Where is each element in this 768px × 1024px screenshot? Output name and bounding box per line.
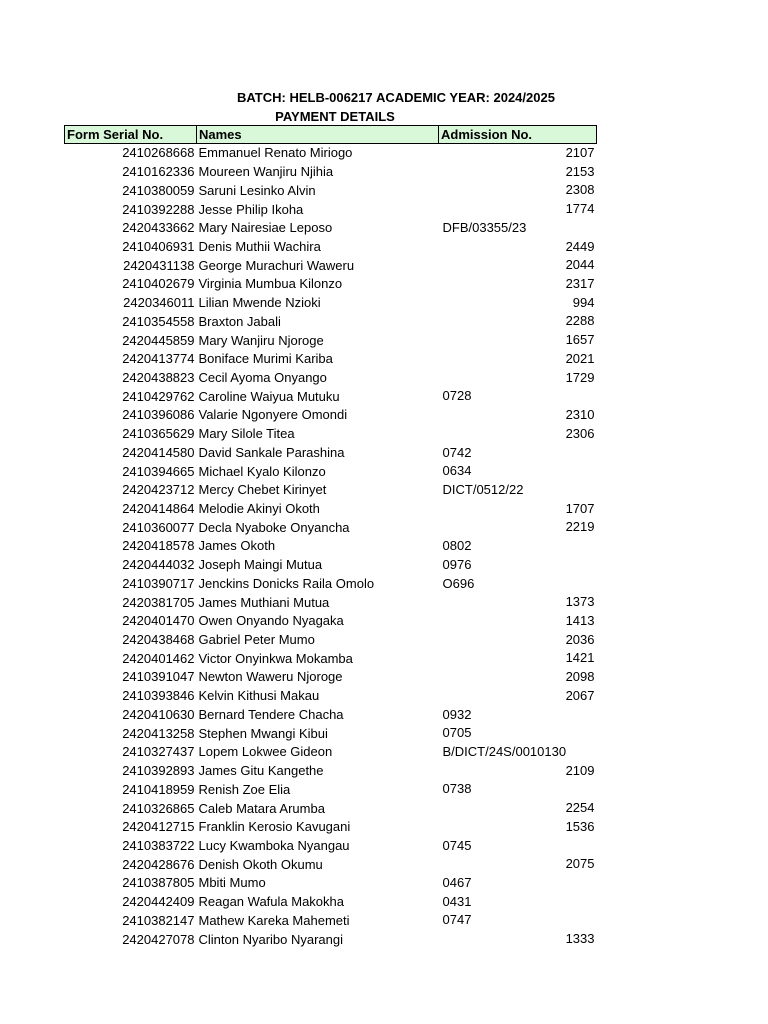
admission-cell <box>439 350 597 369</box>
admission-cell <box>439 668 597 687</box>
admission-value: 0431 <box>442 893 472 909</box>
admission-cell <box>439 687 597 706</box>
form-serial-cell: 2420445859 <box>122 332 195 348</box>
admission-value: 2107 <box>565 145 595 160</box>
name-cell: Mary Wanjiru Njoroge <box>198 332 324 348</box>
table-row <box>65 855 597 874</box>
name-cell: Jenckins Donicks Raila Omolo <box>198 575 375 591</box>
admission-value: 2317 <box>565 276 595 292</box>
name-cell: Stephen Mwangi Kibui <box>198 725 328 741</box>
form-serial-cell: 2410162336 <box>122 164 195 180</box>
admission-cell <box>439 780 597 799</box>
admission-cell <box>439 818 597 837</box>
name-cell: Mary Nairesiae Leposo <box>198 220 333 236</box>
admission-value: 0738 <box>442 781 472 797</box>
admission-cell <box>439 294 597 313</box>
form-serial-cell: 2420413774 <box>122 351 195 367</box>
admission-cell <box>439 500 597 519</box>
admission-value: 0467 <box>442 875 472 891</box>
form-serial-cell: 2410360077 <box>122 519 195 535</box>
admission-cell <box>439 406 597 425</box>
name-cell: Mathew Kareka Mahemeti <box>198 912 350 928</box>
admission-cell <box>439 930 597 949</box>
form-serial-cell: 2420410630 <box>122 706 195 722</box>
table-row <box>65 687 597 706</box>
admission-value: 1707 <box>565 500 595 516</box>
table-row <box>65 462 597 481</box>
name-cell: Lucy Kwamboka Nyangau <box>198 837 350 853</box>
form-serial-cell: 2410390717 <box>122 575 195 591</box>
admission-cell <box>439 163 597 182</box>
admission-cell <box>439 518 597 537</box>
admission-cell <box>439 238 597 257</box>
form-serial-cell: 2410354558 <box>122 313 195 329</box>
table-row <box>65 387 597 406</box>
table-row <box>65 350 597 369</box>
admission-cell <box>439 425 597 444</box>
table-row <box>65 837 597 856</box>
name-cell: Denis Muthii Wachira <box>198 238 321 254</box>
table-body <box>65 144 597 949</box>
admission-value: 0705 <box>442 725 472 741</box>
admission-value: 2254 <box>565 800 595 816</box>
name-cell: Boniface Murimi Kariba <box>198 351 333 367</box>
admission-cell <box>439 893 597 912</box>
table-row <box>65 312 597 331</box>
form-serial-cell: 2420413258 <box>122 725 195 741</box>
name-cell: Moureen Wanjiru Njihia <box>198 164 334 180</box>
admission-cell <box>439 387 597 406</box>
table-row <box>65 481 597 500</box>
form-serial-cell: 2420427078 <box>122 931 195 947</box>
table-row <box>65 444 597 463</box>
admission-cell <box>439 444 597 463</box>
form-serial-cell: 2420433662 <box>122 220 195 236</box>
form-serial-cell: 2420418578 <box>122 538 195 554</box>
admission-value: 0932 <box>442 706 472 722</box>
admission-value: 2075 <box>565 856 595 872</box>
table-row <box>65 369 597 388</box>
form-serial-cell: 2410392288 <box>122 201 195 217</box>
admission-value: 2306 <box>565 425 595 441</box>
name-cell: Kelvin Kithusi Makau <box>198 688 320 704</box>
admission-value: B/DICT/24S/0010130 <box>442 744 567 759</box>
form-serial-cell: 2420428676 <box>122 856 195 872</box>
table-row <box>65 406 597 425</box>
admission-cell <box>439 275 597 294</box>
name-cell: Cecil Ayoma Onyango <box>198 369 327 385</box>
form-serial-cell: 2420401462 <box>122 650 195 666</box>
form-serial-cell: 2410391047 <box>122 669 195 685</box>
form-serial-cell: 2410406931 <box>122 238 195 254</box>
batch-label: BATCH: HELB-006217 <box>237 90 373 105</box>
admission-cell <box>439 181 597 200</box>
form-serial-cell: 2410396086 <box>122 407 195 423</box>
name-cell: Caleb Matara Arumba <box>198 800 325 816</box>
name-cell: Caroline Waiyua Mutuku <box>198 388 340 404</box>
name-cell: Virginia Mumbua Kilonzo <box>198 276 343 292</box>
form-serial-cell: 2410383722 <box>122 837 195 853</box>
table-row <box>65 743 597 762</box>
admission-value: 2067 <box>565 687 595 703</box>
admission-cell <box>439 575 597 594</box>
table-row <box>65 425 597 444</box>
admission-value: 0634 <box>442 463 472 479</box>
table-row <box>65 874 597 893</box>
name-cell: Valarie Ngonyere Omondi <box>198 407 348 423</box>
admission-value: 2449 <box>565 238 595 254</box>
admission-value: 0728 <box>442 388 472 404</box>
table-row <box>65 256 597 275</box>
table-row <box>65 668 597 687</box>
admission-cell <box>439 556 597 575</box>
name-cell: Mary Silole Titea <box>198 426 295 442</box>
admission-value: O696 <box>442 575 475 591</box>
name-cell: James Muthiani Mutua <box>198 594 330 610</box>
form-serial-cell: 2410394665 <box>122 463 195 479</box>
table-row <box>65 163 597 182</box>
admission-cell <box>439 537 597 556</box>
form-serial-cell: 2420412715 <box>122 819 195 835</box>
form-serial-cell: 2410393846 <box>122 688 195 704</box>
table-row <box>65 612 597 631</box>
table-header <box>65 126 597 144</box>
name-cell: George Murachuri Waweru <box>198 257 355 273</box>
admission-value: 0747 <box>442 912 472 928</box>
table-row <box>65 575 597 594</box>
admission-value: 2036 <box>565 631 595 647</box>
form-serial-cell: 2410429762 <box>122 388 195 404</box>
table-row <box>65 200 597 219</box>
name-cell: Jesse Philip Ikoha <box>198 201 304 217</box>
form-serial-cell: 2420438468 <box>122 632 195 648</box>
admission-value: 0802 <box>442 538 472 554</box>
admission-value: 1657 <box>565 332 595 348</box>
name-cell: Lopem Lokwee Gideon <box>198 744 333 760</box>
table-row <box>65 930 597 949</box>
form-serial-cell: 2420423712 <box>122 482 195 498</box>
name-cell: James Gitu Kangethe <box>198 763 324 779</box>
form-serial-cell: 2420346011 <box>123 295 195 311</box>
admission-value: 1333 <box>565 931 595 947</box>
admission-cell <box>439 462 597 481</box>
admission-cell <box>439 706 597 725</box>
admission-cell <box>439 855 597 874</box>
table-row <box>65 799 597 818</box>
name-cell: Franklin Kerosio Kavugani <box>198 819 351 835</box>
admission-value: 2021 <box>565 350 595 366</box>
table-row <box>65 144 597 163</box>
admission-value: 1774 <box>565 201 595 217</box>
name-cell: Saruni Lesinko Alvin <box>198 182 316 198</box>
name-cell: Mercy Chebet Kirinyet <box>198 482 327 498</box>
admission-value: 1373 <box>565 594 595 610</box>
form-serial-cell: 2410387805 <box>122 875 195 891</box>
admission-value: 2109 <box>565 762 595 778</box>
admission-cell <box>439 200 597 219</box>
table-row <box>65 762 597 781</box>
admission-cell <box>439 612 597 631</box>
form-serial-cell: 2420381705 <box>122 594 195 610</box>
admission-value: 0745 <box>442 837 472 853</box>
payment-details-subtitle <box>64 108 596 126</box>
table-row <box>65 294 597 313</box>
admission-cell <box>439 219 597 238</box>
table-row <box>65 893 597 912</box>
admission-cell <box>439 331 597 350</box>
form-serial-cell: 2420438823 <box>122 369 195 385</box>
admission-cell <box>439 649 597 668</box>
form-serial-cell: 2410365629 <box>122 426 195 442</box>
form-serial-cell: 2420442409 <box>122 894 195 910</box>
admission-value: 2288 <box>565 313 595 329</box>
table-row <box>65 556 597 575</box>
form-serial-cell: 2410418959 <box>122 781 195 797</box>
academic-year-label: ACADEMIC YEAR: 2024/2025 <box>376 90 555 105</box>
header-row <box>65 126 597 144</box>
admission-cell <box>439 837 597 856</box>
name-cell: Renish Zoe Elia <box>198 781 291 797</box>
form-serial-cell: 2410380059 <box>122 182 195 198</box>
admission-cell <box>439 799 597 818</box>
table-row <box>65 593 597 612</box>
name-cell: Denish Okoth Okumu <box>198 856 323 872</box>
admission-value: 1413 <box>565 612 595 628</box>
name-cell: Clinton Nyaribo Nyarangi <box>198 931 344 947</box>
column-header-names: Names <box>197 126 439 144</box>
column-header-serial: Form Serial No. <box>65 126 197 144</box>
name-cell: Joseph Maingi Mutua <box>198 557 323 573</box>
name-cell: David Sankale Parashina <box>198 444 345 460</box>
table-row <box>65 631 597 650</box>
table-row <box>65 911 597 930</box>
name-cell: Lilian Mwende Nzioki <box>198 295 321 311</box>
admission-value: 1729 <box>565 369 595 385</box>
admission-value: 2153 <box>565 163 595 179</box>
admission-cell <box>439 911 597 930</box>
table-row <box>65 518 597 537</box>
name-cell: Emmanuel Renato Miriogo <box>198 145 353 161</box>
name-cell: Melodie Akinyi Okoth <box>198 501 320 517</box>
admission-cell <box>439 631 597 650</box>
form-serial-cell: 2420431138 <box>123 257 195 273</box>
name-cell: James Okoth <box>198 538 276 554</box>
table-row <box>65 331 597 350</box>
admission-value: 2308 <box>565 182 595 198</box>
admission-value: 2044 <box>565 257 595 273</box>
table-row <box>65 238 597 257</box>
payment-table <box>64 125 597 949</box>
admission-cell <box>439 762 597 781</box>
name-cell: Braxton Jabali <box>198 313 281 329</box>
admission-cell <box>439 312 597 331</box>
admission-cell <box>439 369 597 388</box>
admission-value: DICT/0512/22 <box>442 481 524 497</box>
subtitle-text: PAYMENT DETAILS <box>275 109 395 124</box>
form-serial-cell: 2420414864 <box>122 501 195 517</box>
admission-cell <box>439 144 597 163</box>
form-serial-cell: 2410326865 <box>122 800 195 816</box>
name-cell: Bernard Tendere Chacha <box>198 706 344 722</box>
batch-title-line <box>64 88 596 108</box>
name-cell: Reagan Wafula Makokha <box>198 894 344 910</box>
form-serial-cell: 2410402679 <box>122 276 195 292</box>
admission-value: 2098 <box>565 669 595 685</box>
name-cell: Michael Kyalo Kilonzo <box>198 463 326 479</box>
table-row <box>65 649 597 668</box>
name-cell: Mbiti Mumo <box>198 875 266 891</box>
form-serial-cell: 2410327437 <box>122 744 195 760</box>
admission-value: 994 <box>572 294 595 310</box>
form-serial-cell: 2420444032 <box>122 557 195 573</box>
table-row <box>65 219 597 238</box>
name-cell: Owen Onyando Nyagaka <box>198 613 344 629</box>
admission-cell <box>439 874 597 893</box>
form-serial-cell: 2420414580 <box>122 444 195 460</box>
name-cell: Decla Nyaboke Onyancha <box>198 519 350 535</box>
table-row <box>65 500 597 519</box>
admission-value: 1421 <box>565 650 595 666</box>
admission-value: 2219 <box>565 519 595 535</box>
table-row <box>65 724 597 743</box>
table-row <box>65 706 597 725</box>
admission-cell <box>439 593 597 612</box>
form-serial-cell: 2410392893 <box>122 763 195 779</box>
admission-value: 1536 <box>565 818 595 834</box>
admission-value: 2310 <box>565 407 595 423</box>
form-serial-cell: 2410268668 <box>122 145 195 161</box>
admission-cell <box>439 481 597 500</box>
name-cell: Newton Waweru Njoroge <box>198 669 343 685</box>
admission-cell <box>439 724 597 743</box>
admission-cell <box>439 743 597 762</box>
table-row <box>65 275 597 294</box>
name-cell: Gabriel Peter Mumo <box>198 632 315 648</box>
admission-value: 0976 <box>442 556 472 572</box>
name-cell: Victor Onyinkwa Mokamba <box>198 650 353 666</box>
admission-cell <box>439 256 597 275</box>
table-row <box>65 780 597 799</box>
table-row <box>65 181 597 200</box>
column-header-admission: Admission No. <box>439 126 597 144</box>
form-serial-cell: 2410382147 <box>122 912 195 928</box>
table-row <box>65 818 597 837</box>
admission-value: 0742 <box>442 444 472 460</box>
form-serial-cell: 2420401470 <box>122 613 195 629</box>
table-row <box>65 537 597 556</box>
admission-value: DFB/03355/23 <box>442 219 527 235</box>
